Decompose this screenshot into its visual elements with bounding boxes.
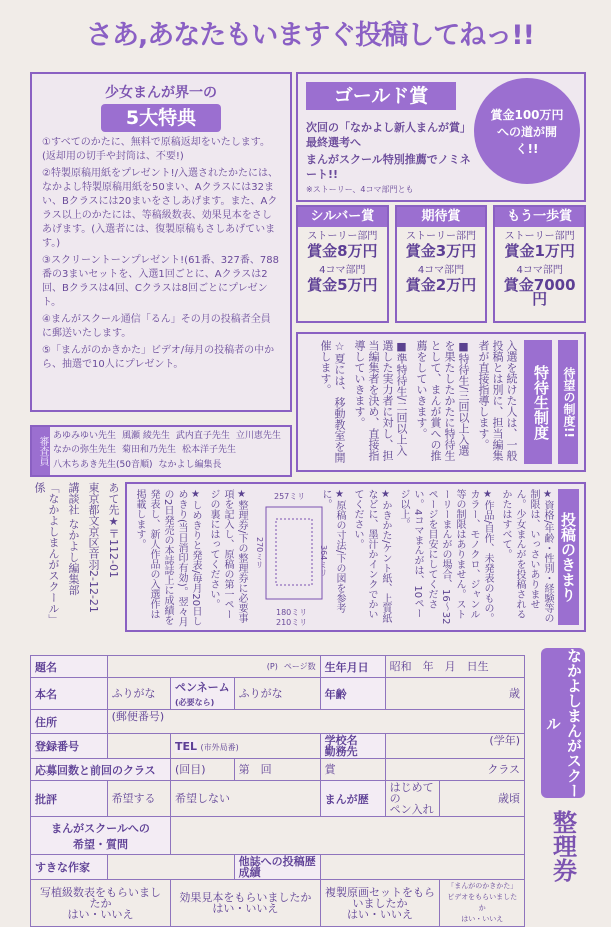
tokuten-box xyxy=(30,72,292,412)
form-q3-text: 複製原画セットをもらいましたか xyxy=(325,885,436,910)
form-q4-text: 「まんがのかきかた」ビデオをもらいましたか xyxy=(447,882,518,912)
form-page-unit: (P) xyxy=(266,662,278,671)
form-hajime-text: はじめての xyxy=(389,781,434,805)
form-kai[interactable]: (回目) xyxy=(171,759,235,781)
dim-label: 364ミリ xyxy=(319,545,328,577)
address-line: あて先★〒112-01 xyxy=(107,482,120,578)
kimari-col: ★しめきりと発表/毎月20日しめきり(当日消印有効)。翌々月の2日発売の本誌誌上に成績を発表し、新人作品の入選作は掲載します。 xyxy=(134,489,201,627)
form-q2-yesno: はい・いいえ xyxy=(212,902,279,915)
form-kai2-text: 回 xyxy=(260,763,272,776)
judge-name: なかの弥生先生 xyxy=(53,445,117,456)
tokuten-item: ①すべてのかたに、無料で原稿返却をいたします。(返却用の切手や封筒は、不要!) xyxy=(42,137,270,162)
tokuten-item: ②特製原稿用紙をプレゼント!/入選されたかたには、なかよし特製原稿用紙を50まい、Aクラスには32まい、Bクラスには20まいをさしあげます。また、Aクラス以上のかたには、等稿級数表、効果見本をさしあげます。(入選者には、復製原稿もさしあげています。) xyxy=(42,168,278,249)
dim-label: 180ミリ xyxy=(276,608,308,617)
form-label-penname xyxy=(171,678,235,710)
form-tel-sub: (市外局番) xyxy=(200,742,239,752)
form-q4-yesno: はい・いいえ xyxy=(461,915,504,923)
gold-text1: 次回の「なかよし新人まんが賞」最終選考へ xyxy=(306,121,471,149)
form-address-field[interactable]: (郵便番号) xyxy=(107,710,524,734)
form-sai-field[interactable]: 歳頃 xyxy=(440,781,525,817)
form-q2-text: 効果見本をもらいましたか xyxy=(179,891,312,904)
kimari-col: ★整理券/下の整理券に必要事項を記入し、原稿の第一ページの裏にはってください。 xyxy=(208,489,247,624)
form-seiseki-text: 成績 xyxy=(238,866,261,879)
award-story-prize: 賞金1万円 xyxy=(504,242,575,260)
form-label-sakka: すきな作家 xyxy=(31,855,108,880)
form-dai[interactable] xyxy=(234,759,320,781)
form-age-field[interactable] xyxy=(385,678,524,710)
tokuten-item: ⑤「まんがのかきかた」ビデオ/毎月の投稿者の中から、抽選で10人にプレゼント。 xyxy=(42,345,275,370)
form-label-class: 応募回数と前回のクラス xyxy=(31,759,171,781)
form-q1[interactable] xyxy=(31,880,171,927)
form-tel-field[interactable] xyxy=(171,734,321,759)
tokutai-banner: 待望の制度!! xyxy=(558,340,578,464)
form-hoka-text: 他誌への投稿歴 xyxy=(238,855,316,868)
award-name: もう一歩賞 xyxy=(495,207,584,227)
award-story-prize: 賞金3万円 xyxy=(405,242,477,260)
tokutai-col: 入選を続けた人は、一般投稿とは別に、担当編集者が直接指導します。 xyxy=(477,340,518,461)
kimari-col: ★原稿の寸法/下の図を参考に。 xyxy=(320,489,345,614)
dim-label: 257ミリ xyxy=(274,492,306,501)
judges-box xyxy=(30,425,292,477)
tokutai-box xyxy=(296,332,586,472)
kimari-col: ★作品/自作、未発表のもの。カラー、モノクロ、ジャンル等の制限はありません。ストーリーまんがの場合、16〜32ページを目安にしてください。4コマまんがは、10ページ以上。 xyxy=(398,489,493,625)
form-q1-text: 写植級数表をもらいましたか xyxy=(40,885,161,910)
award-name: 期待賞 xyxy=(397,207,486,227)
seiriken-title: 整理券 xyxy=(548,810,577,882)
form-label-hihyo: 批評 xyxy=(31,781,108,817)
kimari-box xyxy=(125,482,586,632)
form-dai-text: 第 xyxy=(238,763,250,776)
form-label-birth: 生年月日 xyxy=(320,656,385,678)
kimari-col: ★かきかた/ケント紙、上質紙などに、墨汁かインクでかいてください。 xyxy=(352,489,391,624)
form-daimei-field[interactable] xyxy=(107,656,320,678)
dim-label: 210ミリ xyxy=(276,618,308,627)
award-story: ストーリー部門 xyxy=(307,231,378,242)
form-school: 学校名 xyxy=(324,734,358,747)
award-koma-prize: 賞金5万円 xyxy=(307,276,378,294)
award-koma: 4コマ部門 xyxy=(319,265,366,276)
form-hajime xyxy=(385,781,440,817)
form-kurasu[interactable]: クラス xyxy=(385,759,524,781)
headline: さあ,あなたもいますぐ投稿してねっ!! xyxy=(86,20,534,51)
address-line: 東京都文京区音羽2-12-21 xyxy=(87,482,100,613)
form-penname-field[interactable]: ふりがな xyxy=(234,678,320,710)
form-label-hoka xyxy=(234,855,320,880)
tokutai-col: ■特待生/三回以上入選を果たしたかたに特待生として、まんが賞への推薦をしていきます。 xyxy=(415,340,470,461)
award-koma-prize: 賞金7000円 xyxy=(503,276,576,308)
award-koma: 4コマ部門 xyxy=(516,265,563,276)
form-kibou-option[interactable]: 希望する xyxy=(107,781,170,817)
form-label-school xyxy=(320,734,385,759)
form-label-honmyo: 本名 xyxy=(31,678,108,710)
form-label-reki: まんが歴 xyxy=(320,781,385,817)
address-line: 「なかよしまんがスクール」係 xyxy=(33,482,60,625)
form-q3[interactable] xyxy=(320,880,440,927)
seiriken-nakayoshi: なかよしまんがスクール xyxy=(541,648,585,798)
award-silver xyxy=(296,205,389,323)
judge-name: あゆみゆい先生 xyxy=(53,431,117,441)
judge-name: 八木ちあき先生(50音順) xyxy=(53,459,153,470)
gold-circle xyxy=(474,78,580,184)
form-q3-yesno: はい・いいえ xyxy=(347,907,414,921)
form-touroku-field[interactable] xyxy=(107,734,170,759)
form-school-field[interactable]: (学年) xyxy=(385,734,524,759)
form-work: 勤務先 xyxy=(324,745,358,758)
awards-row xyxy=(296,205,586,323)
form-hoka-field[interactable] xyxy=(320,855,524,880)
form-page-label: ページ数 xyxy=(283,662,316,671)
form-label-touroku: 登録番号 xyxy=(31,734,108,759)
form-age-unit: 歳 xyxy=(509,687,520,700)
entry-form xyxy=(30,655,525,923)
form-honmyo-field[interactable]: ふりがな xyxy=(107,678,170,710)
award-story: ストーリー部門 xyxy=(504,231,575,242)
gold-circle-text: 賞金100万円への道が開く!! xyxy=(490,107,564,156)
judges-names xyxy=(50,427,290,475)
judge-name: 立川恵先生 xyxy=(235,431,281,441)
form-penname: ペンネーム xyxy=(175,681,230,694)
judge-name: なかよし編集長 xyxy=(158,459,222,470)
tokutai-title: 特待生制度 xyxy=(524,340,552,464)
award-name: シルバー賞 xyxy=(298,207,387,227)
kimari-title: 投稿のきまり xyxy=(558,489,579,625)
form-q4[interactable] xyxy=(440,880,525,927)
tokuten-heading1: 少女まんが界一の xyxy=(105,85,217,101)
form-q1-yesno: はい・いいえ xyxy=(67,907,134,921)
tokuten-list xyxy=(32,136,290,372)
form-pen-text: ペン入れ xyxy=(389,803,434,816)
form-q2[interactable] xyxy=(171,880,321,927)
tokutai-col: ☆夏には、移動教室を開催します。 xyxy=(319,340,346,463)
form-sho[interactable]: 賞 xyxy=(320,759,385,781)
award-mouippo xyxy=(493,205,586,323)
address-block xyxy=(30,482,120,632)
award-koma-prize: 賞金2万円 xyxy=(405,276,477,294)
form-kibo-field[interactable] xyxy=(171,817,525,855)
award-kitai xyxy=(395,205,488,323)
judges-label: 審査員 xyxy=(32,427,50,475)
kimari-diagram xyxy=(252,489,328,627)
form-label-address: 住所 xyxy=(31,710,108,734)
form-sakka-field[interactable] xyxy=(107,855,234,880)
award-story: ストーリー部門 xyxy=(406,231,476,242)
gold-note: ※ストーリー、4コマ部門とも xyxy=(306,185,414,194)
address-line: 講談社 なかよし編集部 xyxy=(67,482,80,596)
gold-box xyxy=(296,72,586,202)
judge-name: 菊田和乃先生 xyxy=(122,445,177,456)
judge-name: 武内直子先生 xyxy=(175,431,230,441)
tokuten-item: ④まんがスクール通信「るん」その月の投稿者全員に郵送いたします。 xyxy=(42,314,271,339)
form-tel: TEL xyxy=(175,739,198,753)
form-label-daimei: 題名 xyxy=(31,656,108,678)
form-label-age: 年齢 xyxy=(320,678,385,710)
kimari-col: ★資格/年齢・性別・経験等の制限は、いっさいありません。少女まんがを投稿されるかたはすべて。 xyxy=(500,489,553,624)
form-okiniri-text: まんがスクールへの xyxy=(51,821,150,835)
gold-text2: まんがスクール特別推薦でノミネート!! xyxy=(306,153,471,181)
tokuten-item: ③スクリーントーンプレゼント!(61番、327番、788番の3まいセットを、入選1回ごとに、Aクラスは2回、Bクラスは4回、Cクラスは8回ごとにプレゼント。 xyxy=(42,255,279,308)
judge-name: 風瀬 綾先生 xyxy=(122,431,170,441)
form-kibo-text: 希望・質問 xyxy=(73,837,128,851)
dim-label: 270ミリ xyxy=(255,537,264,569)
award-koma: 4コマ部門 xyxy=(417,265,465,276)
tokutai-col: ■準特待生/二回以上入選した実力者に対し、担当編集者を決め、直接指導していきます。 xyxy=(353,340,408,461)
form-penname-sub: (必要なら) xyxy=(175,698,215,707)
judge-name: 松本洋子先生 xyxy=(182,445,237,456)
form-birth-field[interactable]: 昭和 年 月 日生 xyxy=(385,656,524,678)
seiriken-block xyxy=(532,648,594,893)
form-label-kibo xyxy=(31,817,171,855)
tokuten-heading2: 5大特典 xyxy=(101,104,221,132)
form-nokibou-option[interactable]: 希望しない xyxy=(171,781,321,817)
award-story-prize: 賞金8万円 xyxy=(307,242,378,260)
gold-title: ゴールド賞 xyxy=(306,82,456,110)
